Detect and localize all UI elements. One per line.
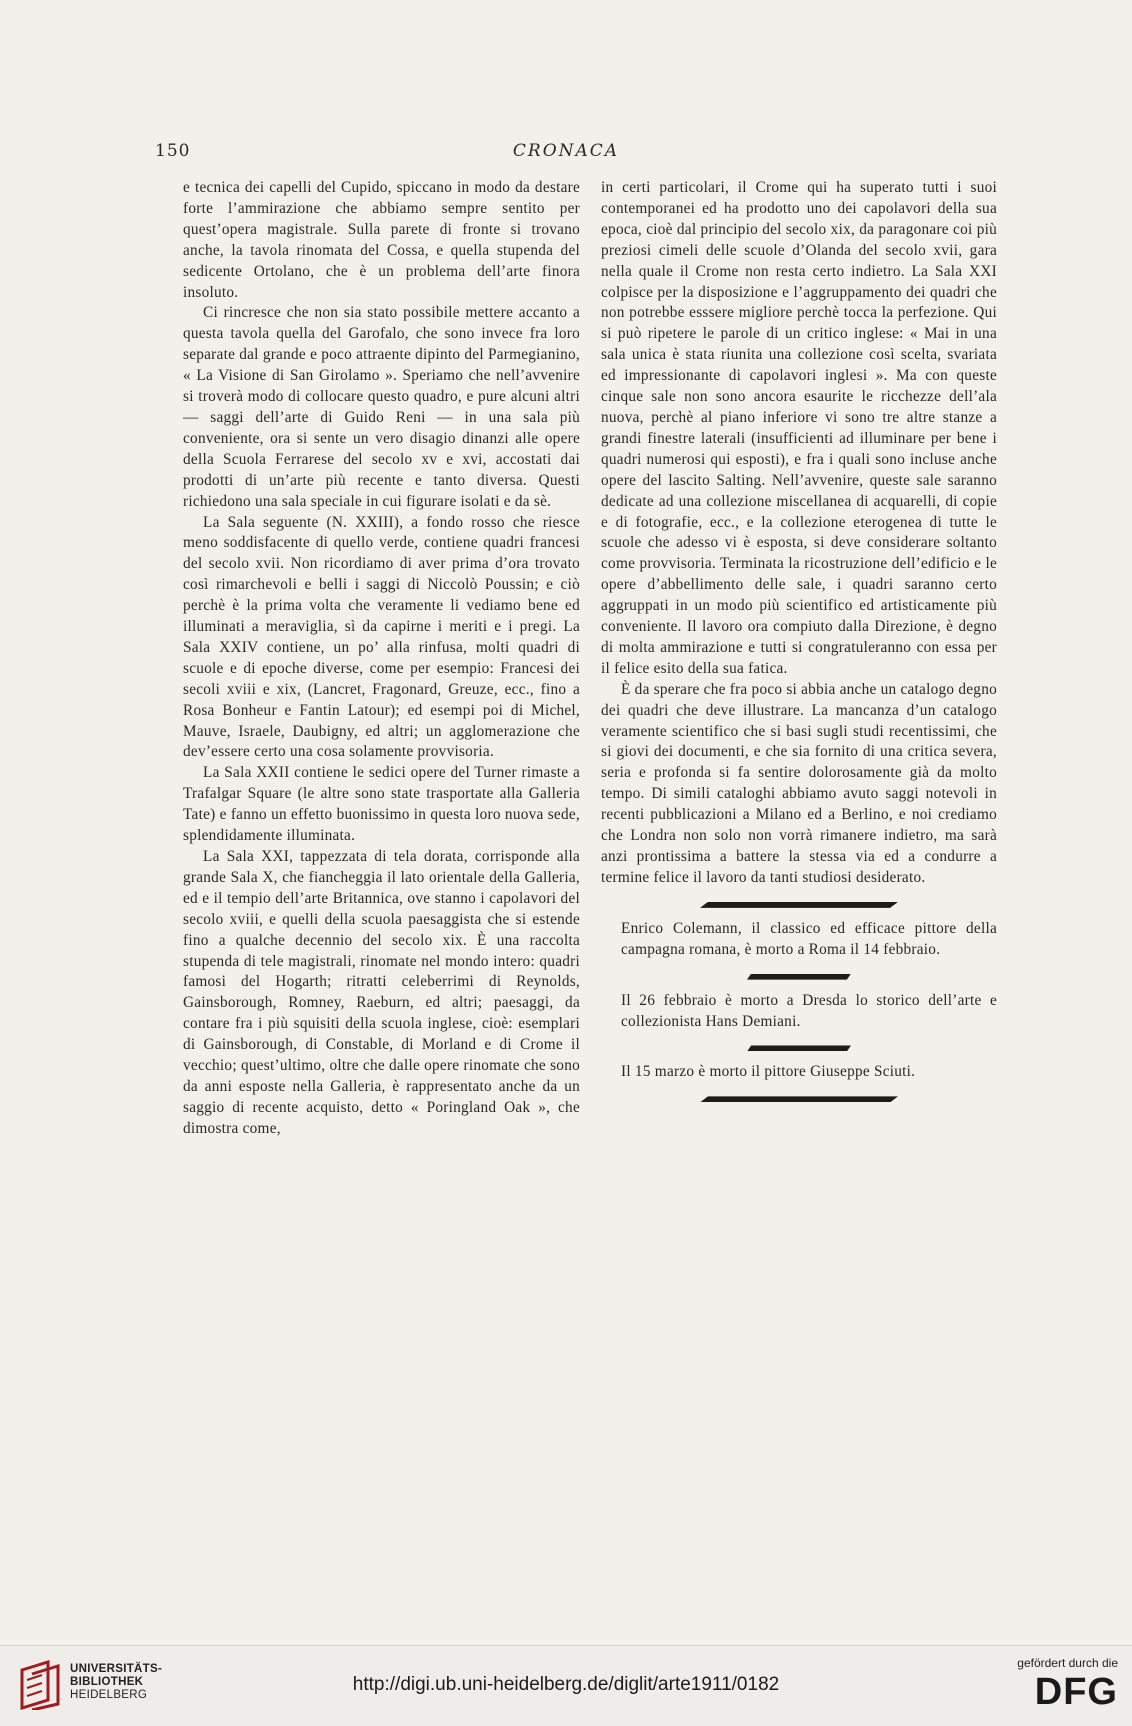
paragraph: Ci rincresce che non sia stato possibile mettere accanto a questa tavola quella del Garofalo, che sono invece fra loro separate dal grande e poco attraente dipinto del Parmegianino, « La Visione di San Girolamo ». Speriamo che nell’avvenire si troverà modo di collocare questo quadro, e pure alcuni altri — saggi dell’arte di Guido Reni — in una sala più conveniente, ora si sente un vero disagio dinanzi alle opere della Scuola Ferrarese del secolo xv e xvi, accostati dai prodotti di un’arte più recente e tanto diversa. Questi richiedono una sala speciale in cui figurare isolati e da sè. <box>183 304 580 510</box>
page-number: 150 <box>155 141 191 161</box>
divider-rule <box>747 1045 851 1051</box>
obituary-notice: Il 15 marzo è morto il pittore Giuseppe Sciuti. <box>621 1063 916 1081</box>
sponsor-label: gefördert durch die <box>1017 1656 1118 1670</box>
left-column <box>183 178 580 1140</box>
end-rule <box>700 1096 898 1102</box>
library-name-line: BIBLIOTHEK <box>70 1676 144 1688</box>
paragraph: La Sala seguente (N. XXIII), a fondo rosso che riesce meno soddisfacente di quello verde, contiene quadri francesi del secolo xvii. Non ricordiamo di aver prima d’ora trovato così rimarchevoli e belli i saggi di Niccolò Poussin; e ciò perchè è la prima volta che veramente li vediamo bene ed illuminati a meraviglia, sì da capirne i meriti e i pregi. La Sala XXIV contiene, un po’ alla rinfusa, molti quadri di scuole e di epoche diverse, come per esempio: Francesi dei secoli xviii e xix, (Lancret, Fragonard, Greuze, ecc., fino a Rosa Bonheur e Fantin Latour); ed esempi poi di Michel, Mauve, Israele, Daubigny, ed altri; un agglomerazione che dev’essere certo una cosa solamente provvisoria. <box>183 513 580 761</box>
paragraph: È da sperare che fra poco si abbia anche un catalogo degno dei quadri che deve illustrare. La mancanza d’un catalogo veramente scientifico che si basi sugli studi recentissimi, che si giovi dei documenti, e che sia fornito di una critica severa, seria e profonda si fa sentire dolorosamente già da molto tempo. Di simili cataloghi abbiamo avuto saggi notevoli in recenti pubblicazioni a Milano ed a Berlino, e noi crediamo che Londra non solo non vorrà rimanere indietro, ma sarà anzi prontissima a battere la stessa via ed a condurre a termine felice il lavoro da tanti studiosi desiderato. <box>601 680 997 886</box>
paragraph: e tecnica dei capelli del Cupido, spiccano in modo da destare forte l’ammirazione che abbiamo sempre sentito per quest’opera magistrale. Sulla parete di fronte si trovano anche, la tavola rinomata del Cossa, e quella stupenda del sedicente Ortolano, che è un problema dell’arte finora insoluto. <box>183 179 580 301</box>
digitization-footer <box>0 1645 1132 1726</box>
paragraph: in certi particolari, il Crome qui ha superato tutti i suoi contemporanei ed ha prodotto uno dei capolavori della sua epoca, cioè dal principio del secolo xix, da paragonare coi più preziosi cimeli delle scuole d’Olanda del secolo xvii, gara nella quale il Crome non resta certo indietro. La Sala XXI colpisce per la disposizione e l’aggruppamento dei quadri che non potrebbe esssere migliore perchè tocca la perfezione. Qui si può ripetere le parole di un critico inglese: « Mai in una sala unica è stata riunita una collezione così scelta, svariata ed impressionante di capolavori inglesi ». Ma con queste cinque sale non sono ancora esaurite le ricchezze dell’ala nuova, perchè al piano inferiore vi sono tre altre stanze a grandi finestre laterali (insufficienti ad illuminare per bene i quadri numerosi qui esposti), e fra i quali sono incluse anche opere del lascito Salting. Nell’avvenire, queste sale saranno dedicate ad una collezione miscellanea di acquarelli, di copie e di fotografie, ecc., e la collezione eterogenea di tutte le scuole che adesso vi è esposta, si deve considerare soltanto come provvisoria. Terminata la ricostruzione dell’edificio e le opere d’abbellimento delle sale, i quadri saranno certo aggruppati in un modo più scientifico ed artisticamente più conveniente. Il lavoro ora compiuto dalla Direzione, è degno di molta ammirazione e tutti si congratuleranno con essa per il felice esito della sua fatica. <box>601 179 997 677</box>
obituary-notice: Il 26 febbraio è morto a Dresda lo storico dell’arte e collezionista Hans Demiani. <box>621 991 997 1030</box>
page-heading: CRONACA <box>512 141 620 161</box>
dfg-logo: DFG <box>1034 1671 1118 1713</box>
library-name-line: HEIDELBERG <box>70 1689 148 1701</box>
section-divider-rule <box>700 902 898 908</box>
running-head <box>0 141 1132 165</box>
sponsor-block <box>1017 1656 1118 1712</box>
divider-rule <box>747 974 851 980</box>
permalink-url[interactable]: http://digi.ub.uni-heidelberg.de/diglit/arte1911/0182 <box>352 1674 780 1695</box>
obituary-notice: Enrico Colemann, il classico ed efficace pittore della campagna romana, è morto a Roma il 14 febbraio. <box>621 919 997 958</box>
right-column <box>601 178 997 1113</box>
paragraph: La Sala XXII contiene le sedici opere del Turner rimaste a Trafalgar Square (le altre sono state trasportate alla Galleria Tate) e fanno un effetto buonissimo in questa loro nuova sede, splendidamente illuminata. <box>183 764 580 845</box>
paragraph: La Sala XXI, tappezzata di tela dorata, corrisponde alla grande Sala X, che fiancheggia il lato orientale della Galleria, ed e il tempio dell’arte Britannica, ove stanno i capolavori del secolo xviii, e quelli della scuola paesaggista che si estende fino a qualche decennio del secolo xix. È una raccolta stupenda di tele magistrali, rinomate nel mondo intero: quadri famosi del Hogarth; ritratti celeberrimi di Reynolds, Gainsborough, Romney, Raeburn, ed altri; paesaggi, da contare fra i più squisiti della scuola inglese, cioè: esemplari di Gainsborough, di Constable, di Morland e di Crome il vecchio; quest’ultimo, oltre che dalle opere rinomate che sono da anni esposte nella Galleria, è rappresentato anche da un saggio di recente acquisto, detto « Poringland Oak », che dimostra come, <box>183 848 580 1137</box>
library-name-line: UNIVERSITÄTS- <box>70 1663 163 1675</box>
